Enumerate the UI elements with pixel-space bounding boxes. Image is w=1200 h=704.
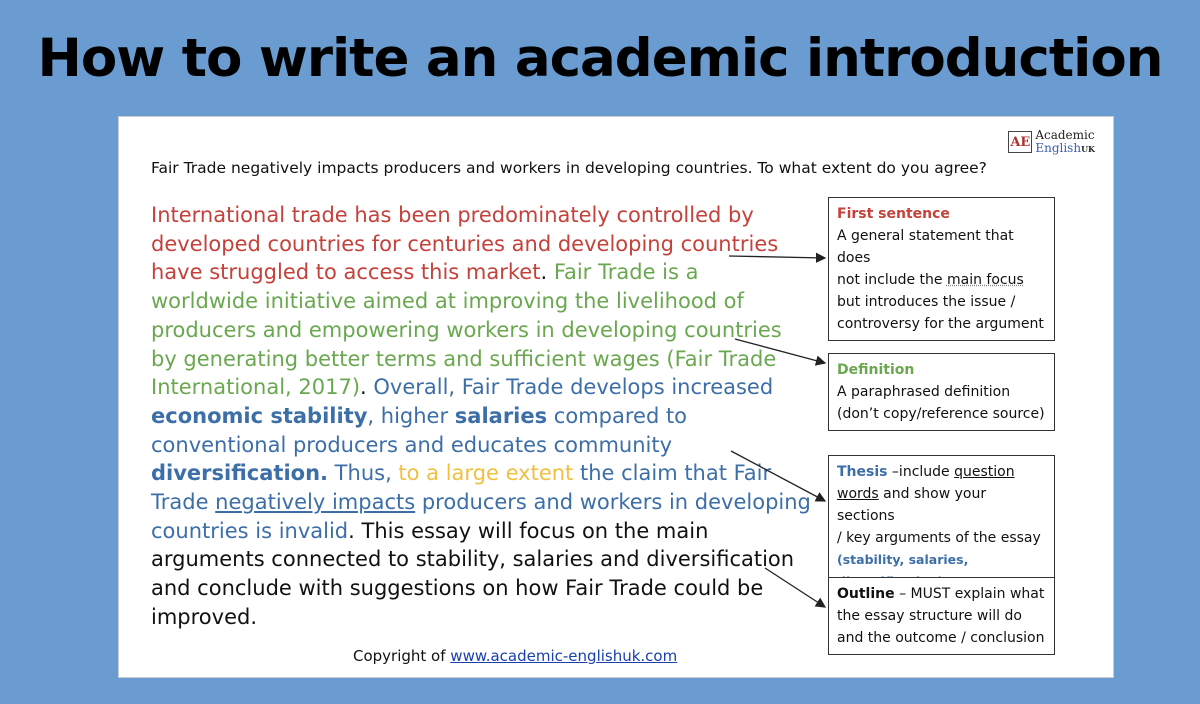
thesis-keyword-stability: economic stability: [151, 403, 368, 428]
outline-heading: Outline: [837, 586, 895, 602]
box-text-words: words: [837, 486, 879, 502]
box-text: A paraphrased definition: [837, 384, 1011, 400]
period: .: [348, 518, 362, 543]
thesis-keyword-salaries: salaries: [454, 403, 548, 428]
thesis-text: , higher: [367, 403, 455, 428]
box-text: the essay structure will do: [837, 608, 1022, 624]
thesis-text: compared to conventional producers and educates community: [151, 403, 688, 457]
box-text: / key arguments of the essay: [837, 530, 1041, 546]
essay-question: Fair Trade negatively impacts producers and workers in developing countries. To what extent do you agree?: [151, 159, 987, 177]
box-text: – MUST explain what: [894, 586, 1045, 602]
annotation-arrows: [119, 117, 1113, 677]
page-title: How to write an academic introduction: [37, 28, 1163, 89]
copyright-link[interactable]: www.academic-englishuk.com: [450, 647, 678, 665]
box-text: not include the: [837, 272, 947, 288]
slide: [118, 116, 1114, 678]
thesis-text: Overall, Fair Trade develops increased: [373, 375, 774, 400]
logo-line-2: English: [1035, 141, 1082, 155]
box-text-main-focus: main focus: [946, 272, 1024, 288]
thesis-keyword-diversification: diversification.: [151, 461, 328, 486]
period: .: [360, 375, 374, 400]
thesis-text: producers and workers in developing countries is invalid: [151, 490, 811, 543]
box-text: –include: [887, 464, 955, 480]
copyright-label: Copyright of: [353, 647, 451, 665]
thesis-text: Thus,: [328, 461, 399, 486]
box-text: A general statement that does: [837, 228, 1014, 266]
box-text: and the outcome / conclusion: [837, 630, 1045, 646]
logo-line-1: Academic: [1035, 128, 1095, 142]
ae-logo-mark: AE: [1008, 131, 1032, 153]
arrow-outline: [765, 568, 825, 607]
box-text: and show your sections: [837, 486, 987, 524]
box-text: controversy for the argument: [837, 316, 1044, 332]
thesis-text: the claim that Fair Trade: [151, 461, 772, 515]
definition-heading: Definition: [837, 362, 915, 378]
question-words-underlined: negatively impacts: [215, 490, 416, 515]
extent-phrase: to a large extent: [398, 461, 574, 486]
thesis-keywords: (stability, salaries,: [837, 552, 969, 567]
copyright-line: [353, 647, 677, 665]
outline-text: This essay will focus on the main arguments connected to stability, salaries and diversification and conclude with suggestions on how Fair Trade could be improved.: [151, 518, 795, 629]
period: .: [540, 260, 554, 285]
arrow-first-sentence: [729, 256, 825, 258]
first-sentence-text: International trade has been predominately controlled by developed countries for centuries and developing countries have struggled to access this market: [151, 203, 779, 285]
arrow-definition: [735, 339, 825, 363]
box-text: (don’t copy/reference source): [837, 406, 1045, 422]
arrow-thesis: [731, 451, 825, 501]
logo-uk: UK: [1081, 144, 1095, 154]
definition-text: Fair Trade is a worldwide initiative aimed at improving the livelihood of producers and empowering workers in developing countries by generating better terms and sufficient wages (Fair Trade International, 2017): [151, 260, 782, 400]
box-text: but introduces the issue /: [837, 294, 1016, 310]
thesis-heading: Thesis: [837, 464, 888, 480]
box-text-question: question: [954, 464, 1015, 480]
first-sentence-heading: First sentence: [837, 206, 950, 222]
